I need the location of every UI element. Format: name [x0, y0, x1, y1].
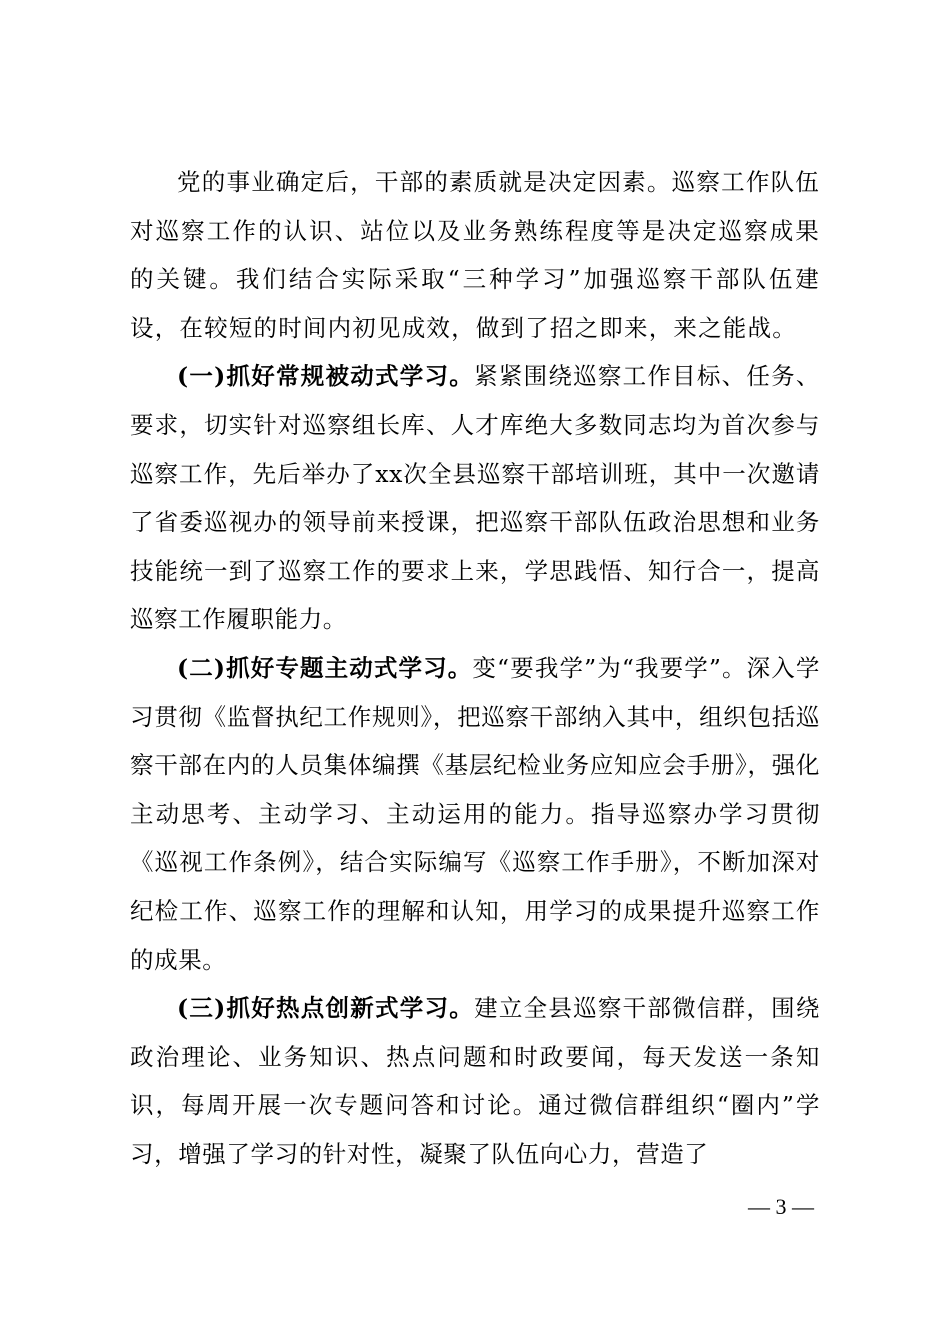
paragraph-text: 变“要我学”为“我要学”。深入学习贯彻《监督执纪工作规则》，把巡察干部纳入其中，组织包括巡察干部在内的人员集体编撰《基层纪检业务应知应会手册》，强化主动思考、主动学习、主动运用的能力。指导巡察办学习贯彻《巡视工作条例》，结合实际编写《巡察工作手册》，不断加深对纪检工作、巡察工作的理解和认知，用学习的成果提升巡察工作的成果。	[130, 653, 821, 974]
paragraph-text: 紧紧围绕巡察工作目标、任务、要求，切实针对巡察组长库、人才库绝大多数同志均为首次参与巡察工作，先后举办了xx次全县巡察干部培训班，其中一次邀请了省委巡视办的领导前来授课，把巡察干部队伍政治思想和业务技能统一到了巡察工作的要求上来，学思践悟、知行合一，提高巡察工作履职能力。	[130, 362, 820, 634]
section-heading: (三)抓好热点创新式学习。	[177, 994, 475, 1023]
page-number: — 3 —	[748, 1194, 814, 1219]
paragraph-section-3	[130, 984, 820, 1178]
paragraph-intro	[130, 158, 820, 352]
paragraph-text: 建立全县巡察干部微信群，围绕政治理论、业务知识、热点问题和时政要闻，每天发送一条知识，每周开展一次专题问答和讨论。通过微信群组织“圈内”学习，增强了学习的针对性，凝聚了队伍向心力，营造了	[130, 994, 820, 1168]
paragraph-section-2	[130, 644, 820, 984]
paragraph-text: 党的事业确定后，干部的素质就是决定因素。巡察工作队伍对巡察工作的认识、站位以及业务熟练程度等是决定巡察成果的关键。我们结合实际采取“三种学习”加强巡察干部队伍建设，在较短的时间内初见成效，做到了招之即来，来之能战。	[130, 168, 820, 342]
paragraph-section-1	[130, 352, 820, 644]
section-heading: (二)抓好专题主动式学习。	[177, 653, 473, 682]
section-heading: (一)抓好常规被动式学习。	[177, 362, 475, 391]
document-body	[130, 158, 820, 1178]
